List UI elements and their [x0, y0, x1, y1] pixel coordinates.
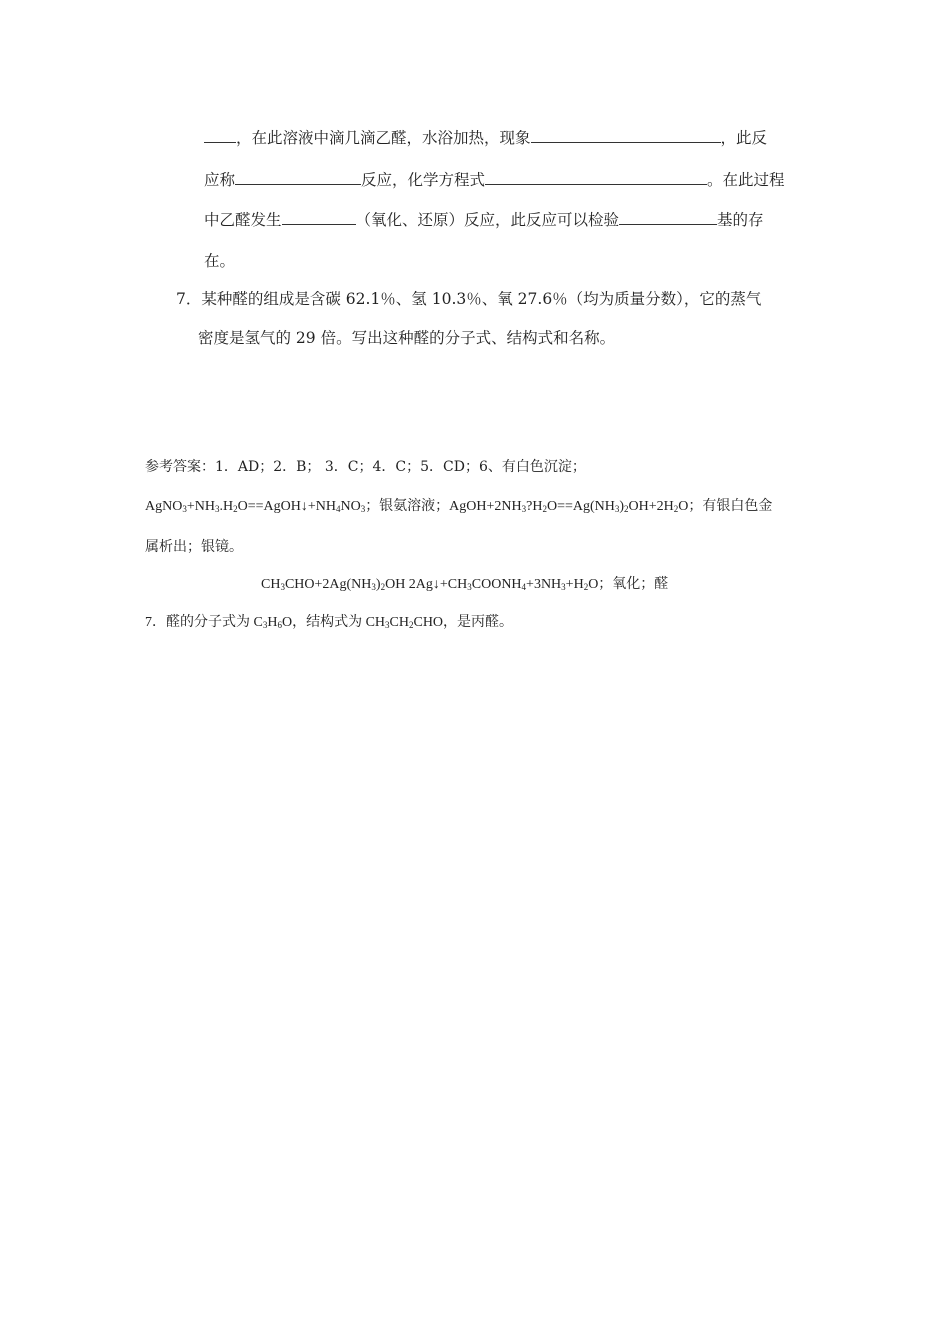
q6-text: 基的存: [717, 211, 764, 229]
subscript: 4: [521, 582, 527, 592]
chem-text: CH: [261, 577, 281, 592]
subscript: 3: [360, 504, 366, 514]
answers-line-4: [261, 575, 668, 595]
answer-blank[interactable]: [485, 170, 707, 185]
chem-text: CH: [389, 615, 409, 630]
subscript: 3: [385, 620, 390, 630]
chem-text: O；有银白色金: [678, 499, 773, 514]
subscript: 2: [380, 582, 386, 592]
chem-text: .H: [219, 499, 234, 514]
subscript: 3: [614, 504, 620, 514]
q7-line-1: 7．某种醛的组成是含碳 62.1％、氢 10.3％、氧 27.6％（均为质量分数），它的蒸气: [176, 290, 762, 308]
q6-text: 。在此过程: [707, 171, 785, 189]
chem-text: ): [375, 577, 381, 592]
chem-text: ?H: [526, 499, 543, 514]
subscript: 3: [371, 582, 376, 592]
q6-text: 中乙醛发生: [204, 211, 282, 229]
subscript: 4: [335, 504, 341, 514]
chem-text: OH 2Ag↓+CH: [385, 577, 468, 592]
subscript: 2: [673, 504, 679, 514]
subscript: 6: [277, 620, 282, 630]
chem-text: CHO+2Ag(NH: [284, 577, 372, 592]
q6-text: （氧化、还原）反应，此反应可以检验: [355, 211, 620, 229]
chem-text: O，结构式为 CH: [281, 615, 386, 630]
chem-text: 7．醛的分子式为 C: [145, 615, 263, 630]
answers-line-3: 属析出；银镜。: [145, 539, 243, 555]
answers-line-1: [145, 457, 586, 477]
chem-text: O==Ag(NH: [546, 499, 615, 514]
subscript: 3: [214, 504, 220, 514]
chem-text: COONH: [471, 577, 522, 592]
subscript: 3: [280, 582, 285, 592]
chem-text: H: [267, 615, 278, 630]
chem-text: +3NH: [526, 577, 562, 592]
q7-line-2: 密度是氢气的 29 倍。写出这种醛的分子式、结构式和名称。: [198, 329, 616, 347]
subscript: 3: [561, 582, 566, 592]
subscript: 2: [408, 620, 414, 630]
subscript: 3: [467, 582, 472, 592]
chem-text: +NH: [186, 499, 215, 514]
answers-line-5: [145, 613, 513, 633]
answer-blank[interactable]: [619, 210, 717, 225]
answer-blank[interactable]: [531, 128, 721, 143]
q6-text: 应称: [204, 171, 236, 189]
chem-text: O；氧化；醛: [588, 577, 669, 592]
chem-text: OH+2H: [628, 499, 674, 514]
chem-text: AgNO: [145, 499, 183, 514]
chem-text: +H: [565, 577, 584, 592]
answer-blank[interactable]: [235, 170, 361, 185]
chem-text: O==AgOH↓+NH: [237, 499, 336, 514]
q6-text: ，此反: [720, 129, 768, 147]
q6-text: 在。: [204, 252, 236, 270]
subscript: 2: [583, 582, 589, 592]
answers-line-2: [145, 497, 772, 517]
subscript: 2: [542, 504, 547, 514]
chem-text: CHO，是丙醛。: [413, 615, 514, 630]
subscript: 2: [624, 504, 629, 514]
subscript: 3: [262, 620, 268, 630]
answers-label: 参考答案：: [145, 459, 215, 475]
q6-text: 反应，化学方程式: [361, 171, 486, 189]
answer-blank[interactable]: [282, 210, 356, 225]
chem-text: ；银氨溶液；AgOH+2NH: [365, 499, 522, 514]
subscript: 3: [182, 504, 187, 514]
q6-text: ，在此溶液中滴几滴乙醛，水浴加热，现象: [236, 129, 531, 147]
subscript: 3: [521, 504, 527, 514]
q6-line-4: [204, 251, 235, 271]
subscript: 2: [233, 504, 238, 514]
answer-blank[interactable]: [204, 128, 236, 143]
answers-text: 1．AD；2．B； 3．C；4．C；5．CD；6、有白色沉淀；: [215, 459, 586, 475]
q6-line-1: [204, 128, 767, 148]
q6-line-2: [204, 170, 785, 190]
chem-text: ): [619, 499, 625, 514]
chem-text: NO: [340, 499, 361, 514]
q6-line-3: [204, 210, 764, 230]
